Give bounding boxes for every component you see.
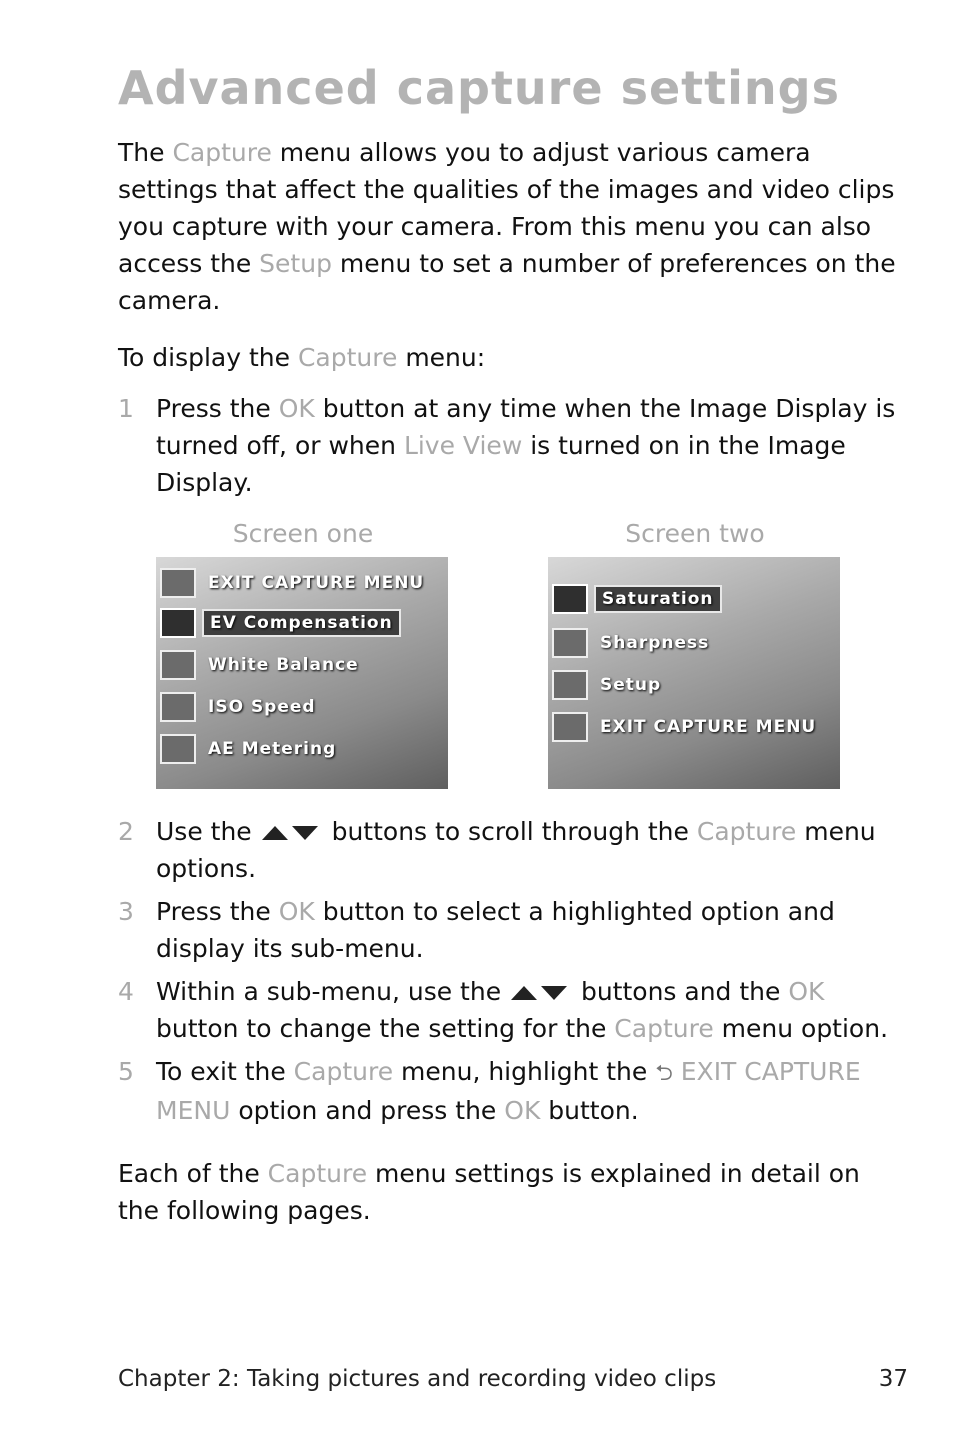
step-1: 1 Press the OK button at any time when the Image Display is turned off, or when Live View is turned on in the Image Display. [118,390,908,501]
saturation-icon [552,584,588,614]
step-number: 3 [118,897,134,926]
menu-item: Sharpness [600,633,710,653]
setup-icon [552,670,588,700]
exit-icon [160,568,196,598]
up-arrow-icon [511,986,537,1000]
display-instruction: To display the Capture menu: [118,343,486,372]
menu-item: White Balance [208,655,359,675]
screen-one-caption: Screen one [232,519,374,548]
menu-item: AE Metering [208,739,337,759]
down-arrow-icon [292,826,318,840]
step-2: 2 Use the buttons to scroll through the Capture menu options. [118,813,908,887]
menu-item: EXIT CAPTURE MENU [600,717,817,737]
ev-compensation-icon [160,608,196,638]
screen-two [548,515,842,789]
screen-two-caption: Screen two [625,519,765,548]
exit-icon [552,712,588,742]
screen-one [156,515,450,789]
step-3: 3 Press the OK button to select a highlighted option and display its sub-menu. [118,893,908,967]
intro-paragraph: The Capture menu allows you to adjust various camera settings that affect the qualities of the images and video clips you capture with your camera. From this menu you can also access the Setup menu to set a number of preferences on the camera. [118,138,896,315]
menu-item: EXIT CAPTURE MENU [208,573,425,593]
screen-illustrations [156,515,842,789]
iso-speed-icon [160,692,196,722]
ae-metering-icon [160,734,196,764]
menu-item: ISO Speed [208,697,316,717]
menu-item: Setup [600,675,662,695]
closing-paragraph: Each of the Capture menu settings is explained in detail on the following pages. [118,1159,860,1225]
menu-item-selected: EV Compensation [202,609,401,637]
menu-item-selected: Saturation [594,585,722,613]
page-content [118,60,908,1229]
sharpness-icon [552,628,588,658]
chapter-title: Chapter 2: Taking pictures and recording video clips [118,1366,717,1392]
page-title: Advanced capture settings [118,61,840,115]
step-number: 2 [118,817,134,846]
step-4: 4 Within a sub-menu, use the buttons and the OK button to change the setting for the Capture menu option. [118,973,908,1047]
white-balance-icon [160,650,196,680]
screen-two-lcd [548,557,840,789]
back-arrow-icon: ⮌ [655,1061,673,1086]
page-number: 37 [878,1366,908,1392]
step-number: 4 [118,977,134,1006]
page-footer [118,1366,908,1392]
up-arrow-icon [262,826,288,840]
down-arrow-icon [541,986,567,1000]
step-number: 1 [118,394,134,423]
screen-one-lcd [156,557,448,789]
step-5: 5 To exit the Capture menu, highlight the ⮌ EXIT CAPTURE MENU option and press the OK button. [118,1053,908,1129]
step-number: 5 [118,1057,134,1086]
